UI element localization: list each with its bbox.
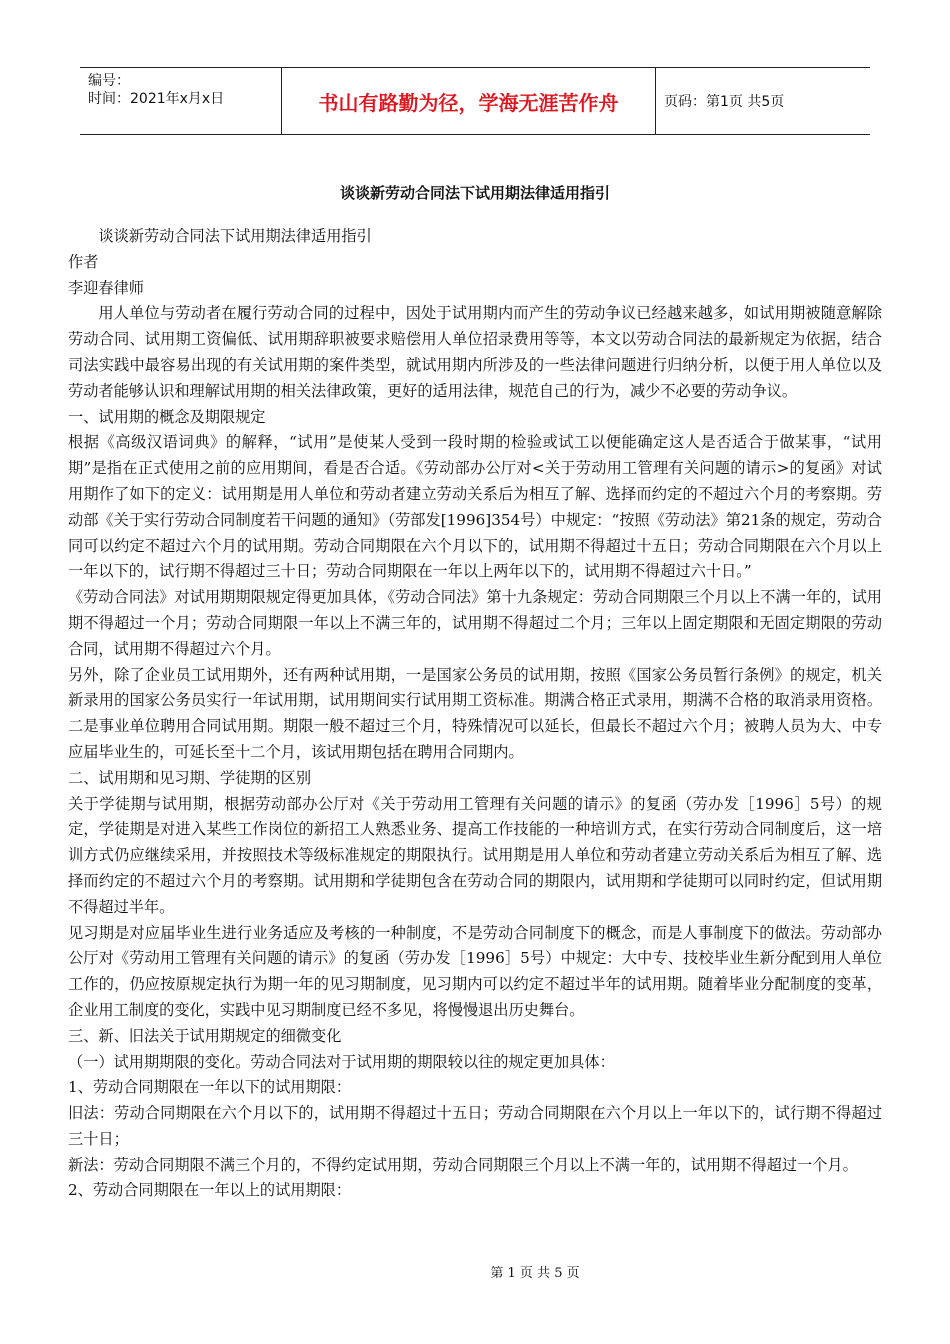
page-info-text: 页码：第1页 共5页 <box>664 94 785 110</box>
paragraph: 根据《高级汉语词典》的解释，“试用”是使某人受到一段时期的检验或试工以便能确定这人是否适合于做某事，“试用期”是指在正式使用之前的应用期间，看是否合适。《劳动部办公厅对<关于劳动用工管理有关问题的请示>的复函》对试用期作了如下的定义：试用期是用人单位和劳动者建立劳动关系后为相互了解、选择而约定的不超过六个月的考察期。劳动部《关于实行劳动合同制度若干问题的通知》（劳部发[1996]354号）中规定：“按照《劳动法》第21条的规定，劳动合同可以约定不超过六个月的试用期。劳动合同期限在六个月以下的，试用期不得超过十五日；劳动合同期限在六个月以上一年以下的，试行期不得超过三十日；劳动合同期限在一年以上两年以下的，试用期不得超过六十日。” <box>68 433 882 581</box>
paragraph: 李迎春律师 <box>68 278 144 297</box>
motto-text: 书山有路勤为径，学海无涯苦作舟 <box>318 90 619 115</box>
date-label: 时间：2021年x月x日 <box>88 91 225 107</box>
paragraph: 见习期是对应届毕业生进行业务适应及考核的一种制度，不是劳动合同制度下的概念，而是人事制度下的做法。劳动部办公厅对《劳动用工管理有关问题的请示》的复函（劳办发［1996］5号）中规定：大中专、技校毕业生新分配到用人单位工作的，仍应按原规定执行为期一年的见习期制度，见习期内可以约定不超过半年的试用期。随着毕业分配制度的变革，企业用工制度的变化，实践中见习期制度已经不多见，将慢慢退出历史舞台。 <box>68 923 882 1019</box>
paragraph: （一）试用期期限的变化。劳动合同法对于试用期的期限较以往的规定更加具体： <box>68 1052 615 1071</box>
paragraph: 谈谈新劳动合同法下试用期法律适用指引 <box>98 227 372 245</box>
paragraph: 一、试用期的概念及期限规定 <box>68 407 266 426</box>
paragraph: 2、劳动合同期限在一年以上的试用期限： <box>68 1181 352 1200</box>
number-label: 编号： <box>88 73 130 89</box>
document-header <box>80 67 870 135</box>
header-meta-cell <box>80 68 282 134</box>
paragraph: 另外，除了企业员工试用期外，还有两种试用期，一是国家公务员的试用期，按照《国家公务员暂行条例》的规定，机关新录用的国家公务员实行一年试用期，试用期间实行试用期工资标准。期满合格正式录用，期满不合格的取消录用资格。二是事业单位聘用合同试用期。期限一般不超过三个月，特殊情况可以延长，但最长不超过六个月；被聘人员为大、中专应届毕业生的，可延长至十二个月，该试用期包括在聘用合同期内。 <box>68 665 882 761</box>
motto-cell <box>282 68 656 134</box>
document-body <box>68 224 882 1204</box>
paragraph: 《劳动合同法》对试用期期限规定得更加具体，《劳动合同法》第十九条规定：劳动合同期限三个月以上不满一年的，试用期不得超过一个月；劳动合同期限一年以上不满三年的，试用期不得超过二个月；三年以上固定期限和无固定期限的劳动合同，试用期不得超过六个月。 <box>68 588 882 658</box>
document-title: 谈谈新劳动合同法下试用期法律适用指引 <box>339 184 610 202</box>
page-info-cell <box>656 68 870 134</box>
page-footer: 第 1 页 共 5 页 <box>490 1266 580 1281</box>
paragraph: 三、新、旧法关于试用期规定的细微变化 <box>68 1026 342 1045</box>
paragraph: 新法：劳动合同期限不满三个月的，不得约定试用期，劳动合同期限三个月以上不满一年的，试用期不得超过一个月。 <box>68 1155 858 1174</box>
paragraph: 作者 <box>68 252 99 271</box>
paragraph: 二、试用期和见习期、学徒期的区别 <box>68 768 311 787</box>
paragraph: 用人单位与劳动者在履行劳动合同的过程中，因处于试用期内而产生的劳动争议已经越来越多，如试用期被随意解除劳动合同、试用期工资偏低、试用期辞职被要求赔偿用人单位招录费用等等，本文以劳动合同法的最新规定为依据，结合司法实践中最容易出现的有关试用期的案件类型，就试用期内所涉及的一些法律问题进行归纳分析，以便于用人单位以及劳动者能够认识和理解试用期的相关法律政策，更好的适用法律，规范自己的行为，减少不必要的劳动争议。 <box>68 304 882 400</box>
paragraph: 旧法：劳动合同期限在六个月以下的，试用期不得超过十五日；劳动合同期限在六个月以上一年以下的，试行期不得超过三十日； <box>68 1104 882 1148</box>
paragraph: 1、劳动合同期限在一年以下的试用期限： <box>68 1078 352 1097</box>
paragraph: 关于学徒期与试用期，根据劳动部办公厅对《关于劳动用工管理有关问题的请示》的复函（劳办发［1996］5号）的规定，学徒期是对进入某些工作岗位的新招工人熟悉业务、提高工作技能的一种培训方式，在实行劳动合同制度后，这一培训方式仍应继续采用，并按照技术等级标准规定的期限执行。试用期是用人单位和劳动者建立劳动关系后为相互了解、选择而约定的不超过六个月的考察期。试用期和学徒期包含在劳动合同的期限内，试用期和学徒期可以同时约定，但试用期不得超过半年。 <box>68 794 882 916</box>
